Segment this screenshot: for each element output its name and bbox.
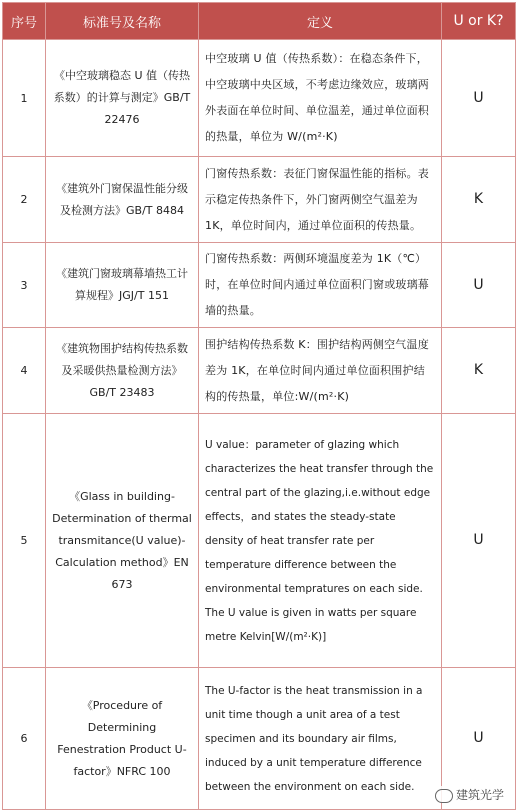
u-or-k-value: U <box>442 668 516 810</box>
header-u-or-k: U or K? <box>442 3 516 40</box>
row-number: 5 <box>3 414 46 668</box>
definition: 门窗传热系数：两侧环境温度差为 1K（℃）时，在单位时间内通过单位面积门窗或玻璃幕墙的热量。 <box>199 243 442 328</box>
row-number: 3 <box>3 243 46 328</box>
standard-name: 《中空玻璃稳态 U 值（传热系数）的计算与测定》GB/T 22476 <box>46 40 199 157</box>
table-header-row <box>3 3 516 40</box>
table-row <box>3 40 516 157</box>
definition: 门窗传热系数：表征门窗保温性能的指标。表示稳定传热条件下，外门窗两侧空气温差为 1K，单位时间内，通过单位面积的传热量。 <box>199 157 442 243</box>
row-number: 1 <box>3 40 46 157</box>
u-or-k-value: K <box>442 328 516 414</box>
u-or-k-value: K <box>442 157 516 243</box>
table-row <box>3 414 516 668</box>
u-or-k-value: U <box>442 414 516 668</box>
watermark <box>432 786 507 803</box>
standard-name: 《Glass in building-Determination of thermal transmitance(U value)-Calculation method》EN 673 <box>46 414 199 668</box>
row-number: 6 <box>3 668 46 810</box>
row-number: 4 <box>3 328 46 414</box>
row-number: 2 <box>3 157 46 243</box>
definition: The U-factor is the heat transmission in a unit time though a unit area of a test specimen and its boundary air films, induced by a unit temperature difference between the environment on each side. <box>199 668 442 810</box>
standard-name: 《建筑外门窗保温性能分级及检测方法》GB/T 8484 <box>46 157 199 243</box>
definition <box>199 414 442 668</box>
header-standard: 标准号及名称 <box>46 3 199 40</box>
standard-name: 《Procedure of Determining Fenestration Product U-factor》NFRC 100 <box>46 668 199 810</box>
header-definition: 定义 <box>199 3 442 40</box>
definition-part-2: The U value is given in watts per square metre Kelvin[W/(m²·K)] <box>205 606 417 643</box>
table-row <box>3 157 516 243</box>
table-row <box>3 243 516 328</box>
standard-name: 《建筑门窗玻璃幕墙热工计算规程》JGJ/T 151 <box>46 243 199 328</box>
definition-part-1: U value：parameter of glazing which characterizes the heat transfer through the central part of the glazing,i.e.without edge effects，and states the steady-state density of heat transfer rate per temperature difference between the environmental tempratures on each side. <box>205 438 434 595</box>
definition: 中空玻璃 U 值（传热系数）：在稳态条件下，中空玻璃中央区域，不考虑边缘效应，玻璃两外表面在单位时间、单位温差，通过单位面积的热量，单位为 W/(m²·K) <box>199 40 442 157</box>
wechat-icon <box>435 789 453 803</box>
standard-name: 《建筑物围护结构传热系数及采暖供热量检测方法》GB/T 23483 <box>46 328 199 414</box>
standards-table <box>2 2 516 810</box>
u-or-k-value: U <box>442 40 516 157</box>
table-row <box>3 328 516 414</box>
header-no: 序号 <box>3 3 46 40</box>
u-or-k-value: U <box>442 243 516 328</box>
watermark-text: 建筑光学 <box>455 788 504 802</box>
definition: 围护结构传热系数 K：围护结构两侧空气温度差为 1K，在单位时间内通过单位面积围护结构的传热量，单位:W/(m²·K) <box>199 328 442 414</box>
